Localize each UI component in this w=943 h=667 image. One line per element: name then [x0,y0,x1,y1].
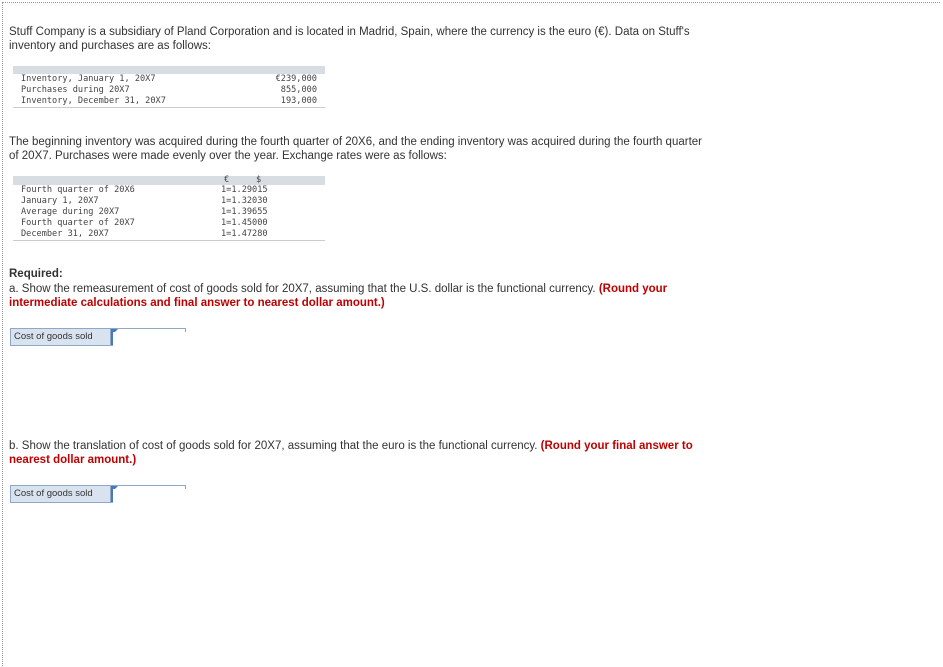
row-label: Inventory, January 1, 20X7 [21,74,156,84]
row-value: 855,000 [280,85,317,95]
dollar-column-header: $ [256,175,262,185]
row-label: Inventory, December 31, 20X7 [21,96,166,106]
euro-column-header: € [224,175,230,185]
part-b-cost-of-goods-sold-input[interactable] [113,489,187,505]
part-a-text: a. Show the remeasurement of cost of goods sold for 20X7, assuming that the U.S. dollar is the functional currency. [9,283,596,295]
part-b-input-wrapper [111,486,185,502]
table-row [13,196,325,207]
part-a-input-wrapper [111,329,185,345]
table-row [13,85,325,96]
part-b-answer-row [10,485,186,503]
table-row [13,218,325,229]
table-row [13,185,325,196]
table-row [13,207,325,218]
row-rate: 1=1.32030 [221,196,268,206]
row-label: Average during 20X7 [21,207,120,217]
part-a-instruction: (Round your intermediate calculations and final answer to nearest dollar amount.) [9,283,668,309]
inventory-table [13,66,325,108]
row-value: €239,000 [275,74,317,84]
part-a-question [9,282,709,310]
table-row [13,74,325,85]
exchange-rates-table [13,176,325,241]
context-paragraph: The beginning inventory was acquired during the fourth quarter of 20X6, and the ending inventory was acquired during the fourth quarter of 20X7. Purchases were made evenly over the year. Exchange rates were as follows: [9,136,702,162]
part-b-answer-label: Cost of goods sold [11,486,111,502]
part-b-text: b. Show the translation of cost of goods sold for 20X7, assuming that the euro is the functional currency. [9,440,538,452]
row-value: 193,000 [280,96,317,106]
part-a-answer-label: Cost of goods sold [11,329,111,345]
table-row [13,229,325,241]
row-label: Fourth quarter of 20X7 [21,218,135,228]
row-label: Purchases during 20X7 [21,85,130,95]
required-heading: Required: [9,268,63,280]
part-a-answer-row [10,328,186,346]
row-rate: 1=1.29015 [221,185,268,195]
intro-paragraph: Stuff Company is a subsidiary of Pland Corporation and is located in Madrid, Spain, where the currency is the euro (€). Data on Stuff's inventory and purchases are as follows: [9,26,690,52]
table-row [13,96,325,108]
rates-table-header [13,176,325,185]
row-rate: 1=1.45000 [221,218,268,228]
part-b-question [9,439,729,467]
row-label: January 1, 20X7 [21,196,99,206]
part-a-cost-of-goods-sold-input[interactable] [113,332,187,348]
row-rate: 1=1.39655 [221,207,268,217]
part-b-instruction: (Round your final answer to nearest dollar amount.) [9,440,693,466]
row-label: Fourth quarter of 20X6 [21,185,135,195]
row-rate: 1=1.47280 [221,229,268,239]
inventory-table-header [13,66,325,74]
row-label: December 31, 20X7 [21,229,109,239]
